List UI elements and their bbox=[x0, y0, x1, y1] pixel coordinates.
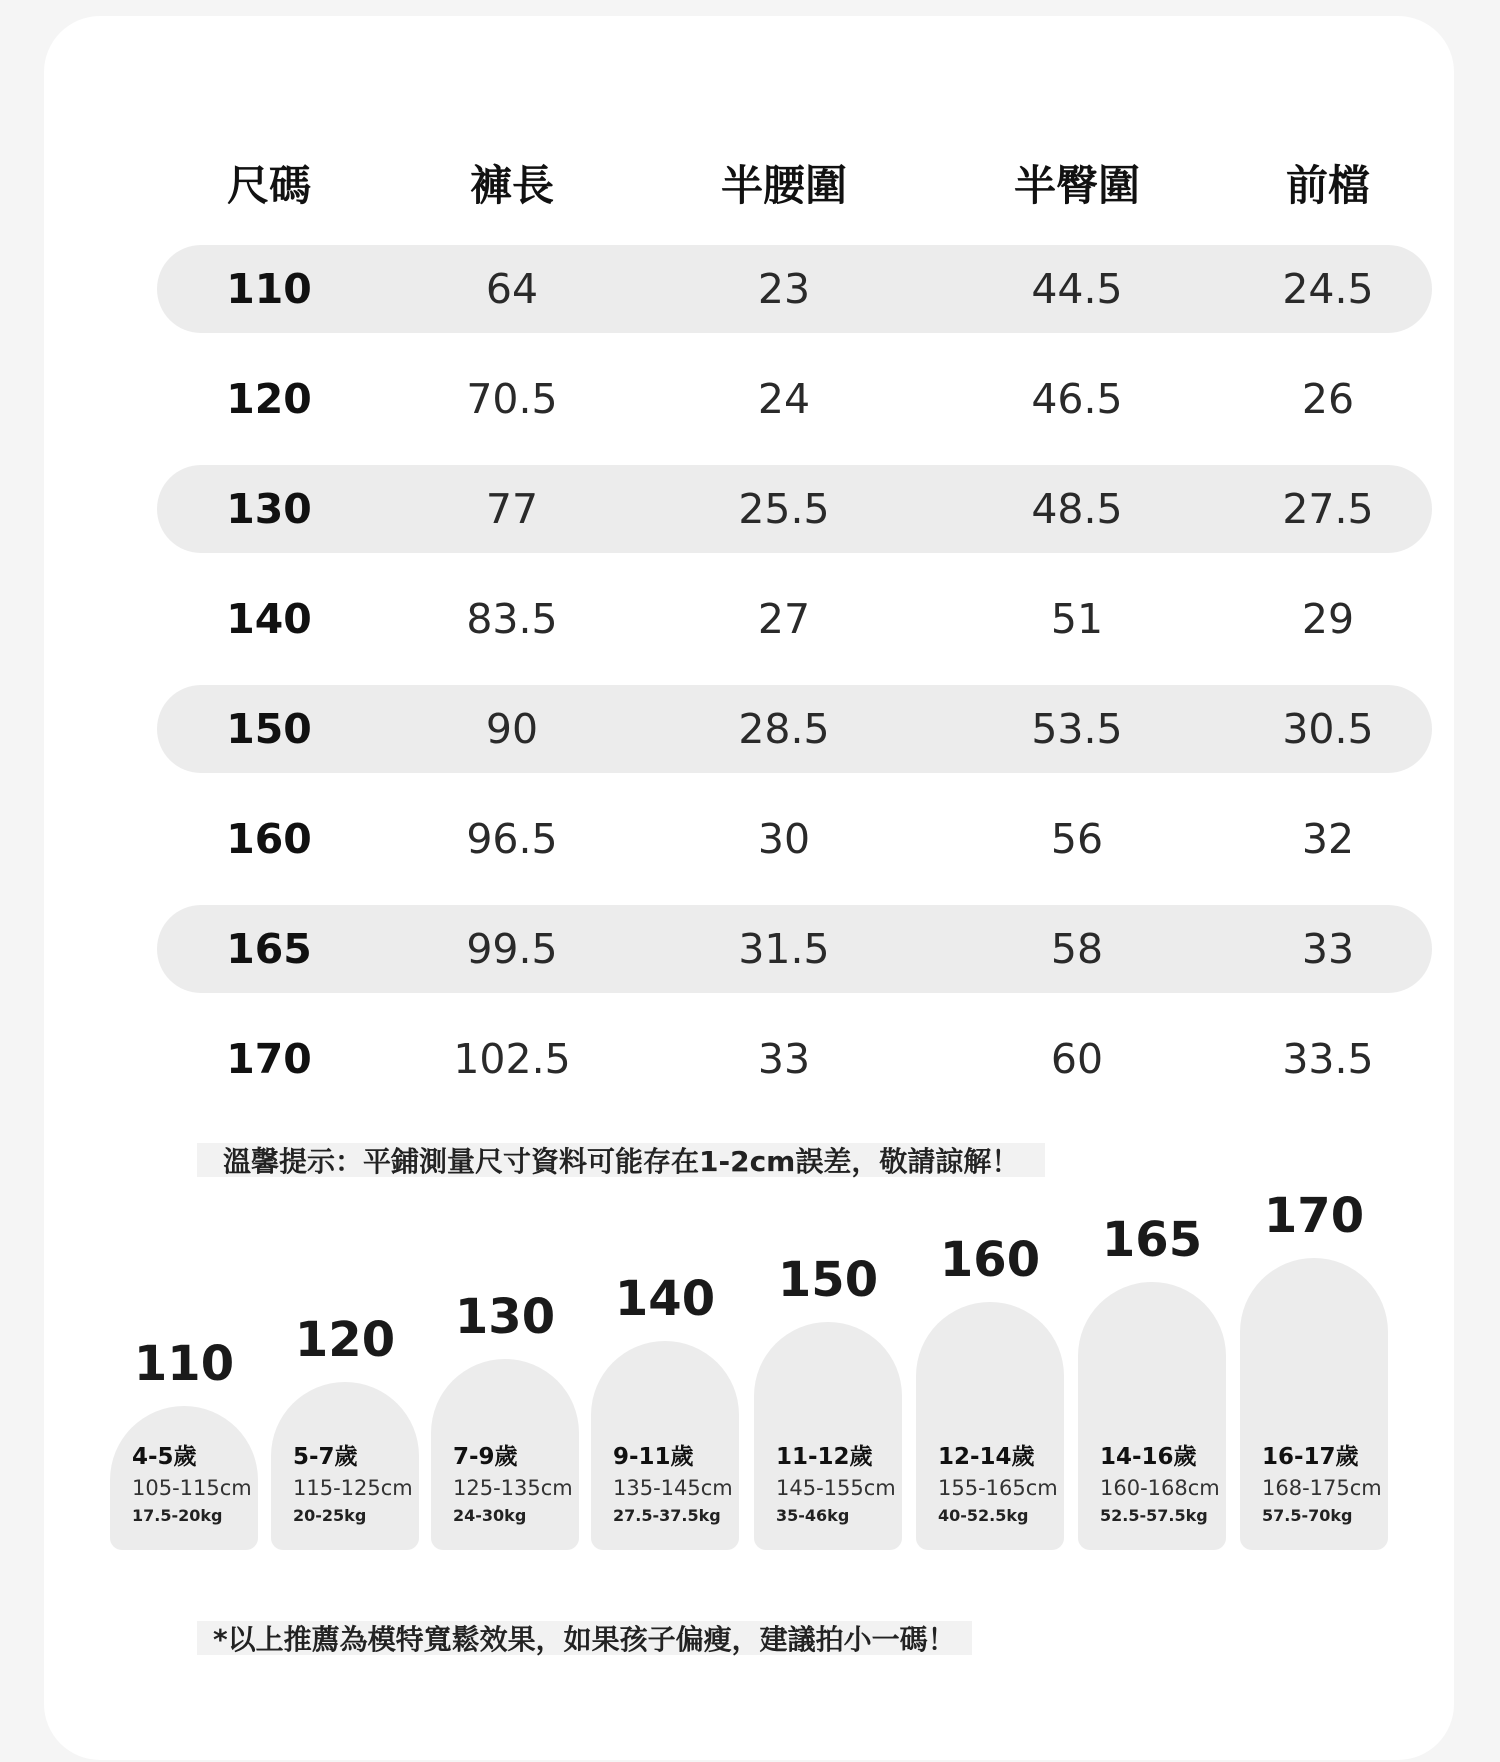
table-row bbox=[157, 355, 1432, 443]
size-guide-weight: 52.5-57.5kg bbox=[1100, 1506, 1208, 1525]
cell-pants-length: 70.5 bbox=[466, 375, 558, 423]
size-guide-age: 5-7歲 bbox=[293, 1444, 358, 1470]
cell-half-waist: 28.5 bbox=[738, 705, 830, 753]
size-guide-number: 140 bbox=[614, 1271, 716, 1327]
cell-front-rise: 32 bbox=[1301, 815, 1355, 863]
size-guide-column bbox=[1078, 1212, 1226, 1550]
header-half-hip: 半臀圍 bbox=[1013, 161, 1141, 210]
size-guide-column bbox=[916, 1232, 1064, 1550]
table-row bbox=[157, 905, 1432, 993]
table-row bbox=[157, 795, 1432, 883]
cell-half-hip: 46.5 bbox=[1031, 375, 1123, 423]
size-guide-number: 120 bbox=[294, 1312, 396, 1368]
table-row bbox=[157, 575, 1432, 663]
cell-size: 160 bbox=[226, 815, 312, 863]
size-guide-number: 165 bbox=[1101, 1212, 1203, 1268]
size-guide-number: 150 bbox=[777, 1252, 879, 1308]
cell-pants-length: 64 bbox=[485, 265, 539, 313]
cell-front-rise: 33 bbox=[1301, 925, 1355, 973]
size-guide-column bbox=[1240, 1188, 1388, 1550]
cell-front-rise: 29 bbox=[1301, 595, 1355, 643]
size-guide-weight: 17.5-20kg bbox=[132, 1506, 223, 1525]
size-guide-age: 16-17歲 bbox=[1262, 1444, 1359, 1470]
size-guide-age: 11-12歲 bbox=[776, 1444, 873, 1470]
cell-pants-length: 90 bbox=[485, 705, 539, 753]
cell-half-hip: 58 bbox=[1050, 925, 1104, 973]
cell-half-waist: 25.5 bbox=[738, 485, 830, 533]
size-guide-weight: 40-52.5kg bbox=[938, 1506, 1029, 1525]
size-guide-height: 155-165cm bbox=[938, 1476, 1058, 1500]
size-guide-weight: 27.5-37.5kg bbox=[613, 1506, 721, 1525]
size-guide-weight: 57.5-70kg bbox=[1262, 1506, 1353, 1525]
cell-half-waist: 31.5 bbox=[738, 925, 830, 973]
cell-front-rise: 33.5 bbox=[1282, 1035, 1374, 1083]
size-guide-height: 145-155cm bbox=[776, 1476, 896, 1500]
table-row bbox=[157, 245, 1432, 333]
header-front-rise: 前檔 bbox=[1285, 161, 1371, 210]
size-guide-age: 14-16歲 bbox=[1100, 1444, 1197, 1470]
table-row bbox=[157, 465, 1432, 553]
cell-size: 150 bbox=[226, 705, 312, 753]
cell-size: 120 bbox=[226, 375, 312, 423]
size-chart-card bbox=[44, 16, 1454, 1760]
size-guide-height: 135-145cm bbox=[613, 1476, 733, 1500]
cell-half-hip: 44.5 bbox=[1031, 265, 1123, 313]
size-guide-number: 160 bbox=[939, 1232, 1041, 1288]
table-header bbox=[157, 151, 1432, 215]
cell-pants-length: 83.5 bbox=[466, 595, 558, 643]
cell-half-hip: 56 bbox=[1050, 815, 1104, 863]
cell-front-rise: 27.5 bbox=[1282, 485, 1374, 533]
size-guide-weight: 35-46kg bbox=[776, 1506, 850, 1525]
size-guide-column bbox=[431, 1289, 579, 1550]
size-guide-height: 105-115cm bbox=[132, 1476, 252, 1500]
size-guide-weight: 20-25kg bbox=[293, 1506, 367, 1525]
size-guide-height: 125-135cm bbox=[453, 1476, 573, 1500]
size-guide-age: 9-11歲 bbox=[613, 1444, 694, 1470]
header-size: 尺碼 bbox=[226, 161, 312, 210]
table-row bbox=[157, 685, 1432, 773]
cell-half-hip: 53.5 bbox=[1031, 705, 1123, 753]
size-guide-height: 168-175cm bbox=[1262, 1476, 1382, 1500]
measurement-notice: 溫馨提示：平鋪測量尺寸資料可能存在1-2cm誤差，敬請諒解！ bbox=[197, 1143, 1045, 1177]
size-guide-number: 130 bbox=[454, 1289, 556, 1345]
size-guide-column bbox=[271, 1312, 419, 1550]
size-guide-column bbox=[591, 1271, 739, 1550]
cell-half-waist: 24 bbox=[757, 375, 811, 423]
cell-front-rise: 30.5 bbox=[1282, 705, 1374, 753]
size-guide-height: 115-125cm bbox=[293, 1476, 413, 1500]
size-guide-age: 7-9歲 bbox=[453, 1444, 518, 1470]
size-guide-number: 170 bbox=[1263, 1188, 1365, 1244]
cell-size: 130 bbox=[226, 485, 312, 533]
cell-half-hip: 48.5 bbox=[1031, 485, 1123, 533]
cell-half-hip: 60 bbox=[1050, 1035, 1104, 1083]
size-guide-weight: 24-30kg bbox=[453, 1506, 527, 1525]
size-guide-height: 160-168cm bbox=[1100, 1476, 1220, 1500]
cell-pants-length: 102.5 bbox=[453, 1035, 571, 1083]
cell-size: 140 bbox=[226, 595, 312, 643]
cell-size: 165 bbox=[226, 925, 312, 973]
cell-pants-length: 77 bbox=[485, 485, 539, 533]
cell-size: 110 bbox=[226, 265, 312, 313]
cell-half-waist: 33 bbox=[757, 1035, 811, 1083]
size-guide-column bbox=[754, 1252, 902, 1550]
cell-pants-length: 99.5 bbox=[466, 925, 558, 973]
footer-note: *以上推薦為模特寬鬆效果，如果孩子偏瘦，建議拍小一碼！ bbox=[197, 1621, 972, 1655]
table-row bbox=[157, 1015, 1432, 1103]
cell-size: 170 bbox=[226, 1035, 312, 1083]
size-guide-number: 110 bbox=[133, 1336, 235, 1392]
header-pants-length: 褲長 bbox=[469, 161, 555, 210]
cell-half-hip: 51 bbox=[1050, 595, 1104, 643]
header-half-waist: 半腰圍 bbox=[720, 161, 848, 210]
cell-half-waist: 30 bbox=[757, 815, 811, 863]
cell-half-waist: 27 bbox=[757, 595, 811, 643]
size-guide-column bbox=[110, 1336, 258, 1550]
cell-front-rise: 26 bbox=[1301, 375, 1355, 423]
cell-half-waist: 23 bbox=[757, 265, 811, 313]
cell-front-rise: 24.5 bbox=[1282, 265, 1374, 313]
size-guide-age: 12-14歲 bbox=[938, 1444, 1035, 1470]
cell-pants-length: 96.5 bbox=[466, 815, 558, 863]
size-guide-age: 4-5歲 bbox=[132, 1444, 197, 1470]
